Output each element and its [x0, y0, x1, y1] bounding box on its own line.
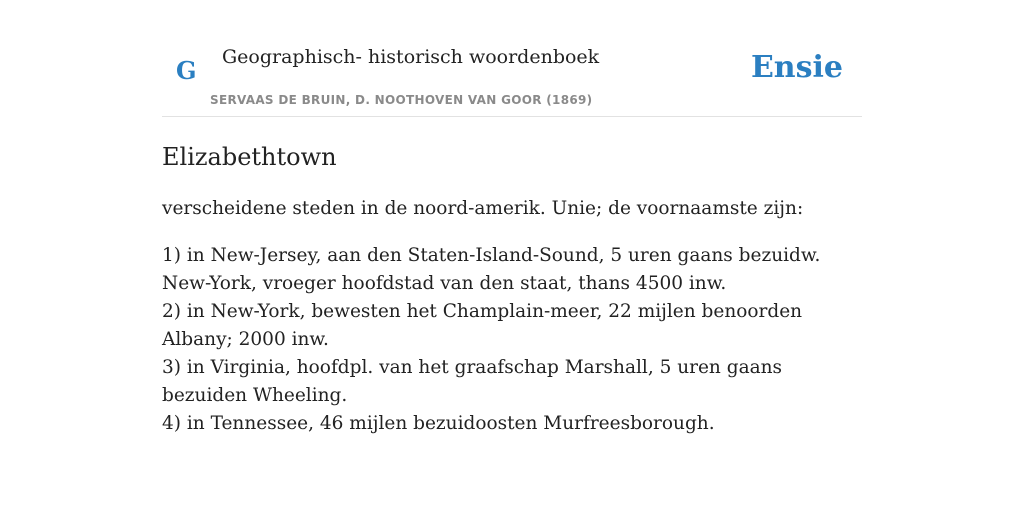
list-item: 2) in New-York, bewesten het Champlain-meer, 22 mijlen benoorden Albany; 2000 inw.: [162, 301, 803, 350]
book-author: SERVAAS DE BRUIN, D. NOOTHOVEN VAN GOOR (1869): [210, 93, 593, 107]
book-letter-icon[interactable]: G: [176, 56, 197, 85]
list-item: 3) in Virginia, hoofdpl. van het graafschap Marshall, 5 uren gaans bezuiden Wheeling.: [162, 357, 783, 406]
entry-list: [162, 242, 862, 438]
page-container: [162, 0, 862, 438]
book-title[interactable]: Geographisch- historisch woordenboek: [222, 46, 600, 68]
entry-title: Elizabethtown: [162, 143, 337, 171]
ensie-logo[interactable]: Ensie: [750, 50, 843, 85]
list-item: 4) in Tennessee, 46 mijlen bezuidoosten Murfreesborough.: [162, 413, 715, 434]
book-header: [162, 0, 862, 117]
entry-intro: verscheidene steden in de noord-amerik. Unie; de voornaamste zijn:: [162, 198, 804, 219]
list-item: 1) in New-Jersey, aan den Staten-Island-Sound, 5 uren gaans bezuidw. New-York, vroeger hoofdstad van den staat, thans 4500 inw.: [162, 245, 821, 294]
